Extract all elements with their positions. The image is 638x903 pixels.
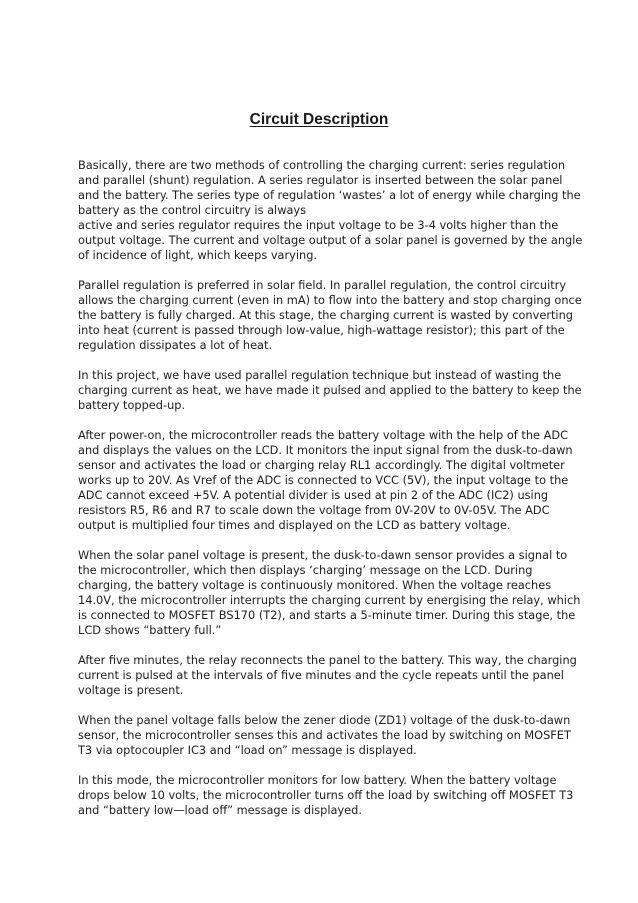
- text-line: and parallel (shunt) regulation. A series regulator is inserted between the solar panel: [78, 173, 563, 187]
- text-line: After five minutes, the relay reconnects the panel to the battery. This way, the charging: [78, 653, 577, 667]
- document-body: [78, 158, 583, 833]
- text-line: works up to 20V. As Vref of the ADC is connected to VCC (5V), the input voltage to the: [78, 473, 569, 487]
- text-line: When the solar panel voltage is present, the dusk-to-dawn sensor provides a signal to: [78, 548, 568, 562]
- text-line: When the panel voltage falls below the zener diode (ZD1) voltage of the dusk-to-dawn: [78, 713, 571, 727]
- text-line: allows the charging current (even in mA) to flow into the battery and stop charging once: [78, 293, 582, 307]
- text-line: and “battery low—load off” message is displayed.: [78, 803, 362, 817]
- text-line: In this project, we have used parallel regulation technique but instead of wasting the: [78, 368, 562, 382]
- paragraph: [78, 773, 574, 818]
- text-line: into heat (current is passed through low-value, high-wattage resistor); this part of the: [78, 323, 565, 337]
- text-line: of incidence of light, which keeps varying.: [78, 248, 318, 262]
- text-line: current is pulsed at the intervals of five minutes and the cycle repeats until the panel: [78, 668, 564, 682]
- text-line: drops below 10 volts, the microcontroller turns off the load by switching off MOSFET T3: [78, 788, 574, 802]
- text-line: the battery is fully charged. At this stage, the charging current is wasted by converting: [78, 308, 573, 322]
- text-line: battery topped-up.: [78, 398, 186, 412]
- text-line: T3 via optocoupler IC3 and “load on” message is displayed.: [78, 743, 417, 757]
- text-line: LCD shows “battery full.”: [78, 623, 222, 637]
- text-line: 14.0V, the microcontroller interrupts the charging current by energising the relay, which: [78, 593, 581, 607]
- text-line: is connected to MOSFET BS170 (T2), and starts a 5-minute timer. During this stage, the: [78, 608, 576, 622]
- text-line: and displays the values on the LCD. It monitors the input signal from the dusk-to-dawn: [78, 443, 573, 457]
- text-line: charging current as heat, we have made it pulsed and applied to the battery to keep the: [78, 383, 582, 397]
- text-line: output is multiplied four times and displayed on the LCD as battery voltage.: [78, 518, 511, 532]
- text-line: the microcontroller, which then displays ‘charging’ message on the LCD. During: [78, 563, 533, 577]
- paragraph: [78, 158, 583, 263]
- text-line: charging, the battery voltage is continuously monitored. When the voltage reaches: [78, 578, 552, 592]
- paragraph: [78, 653, 577, 698]
- text-line: sensor and activates the load or charging relay RL1 accordingly. The digital voltmeter: [78, 458, 565, 472]
- text-line: In this mode, the microcontroller monitors for low battery. When the battery voltage: [78, 773, 557, 787]
- text-line: Parallel regulation is preferred in solar field. In parallel regulation, the control circuitry: [78, 278, 567, 292]
- text-line: output voltage. The current and voltage output of a solar panel is governed by the angle: [78, 233, 583, 247]
- text-line: battery as the control circuitry is always: [78, 203, 307, 217]
- text-line: After power-on, the microcontroller reads the battery voltage with the help of the ADC: [78, 428, 569, 442]
- paragraph: [78, 428, 573, 533]
- text-line: resistors R5, R6 and R7 to scale down the voltage from 0V-20V to 0V-05V. The ADC: [78, 503, 550, 517]
- text-line: active and series regulator requires the input voltage to be 3-4 volts higher than the: [78, 218, 559, 232]
- paragraph: [78, 548, 581, 638]
- text-line: regulation dissipates a lot of heat.: [78, 338, 273, 352]
- text-line: sensor, the microcontroller senses this and activates the load by switching on MOSFET: [78, 728, 571, 742]
- paragraph: [78, 368, 582, 413]
- text-line: and the battery. The series type of regulation ‘wastes’ a lot of energy while charging the: [78, 188, 581, 202]
- text-line: voltage is present.: [78, 683, 184, 697]
- text-line: ADC cannot exceed +5V. A potential divider is used at pin 2 of the ADC (IC2) using: [78, 488, 549, 502]
- paragraph: [78, 278, 582, 353]
- text-line: Basically, there are two methods of controlling the charging current: series regulation: [78, 158, 566, 172]
- paragraph: [78, 713, 571, 758]
- page-title: Circuit Description: [249, 111, 389, 128]
